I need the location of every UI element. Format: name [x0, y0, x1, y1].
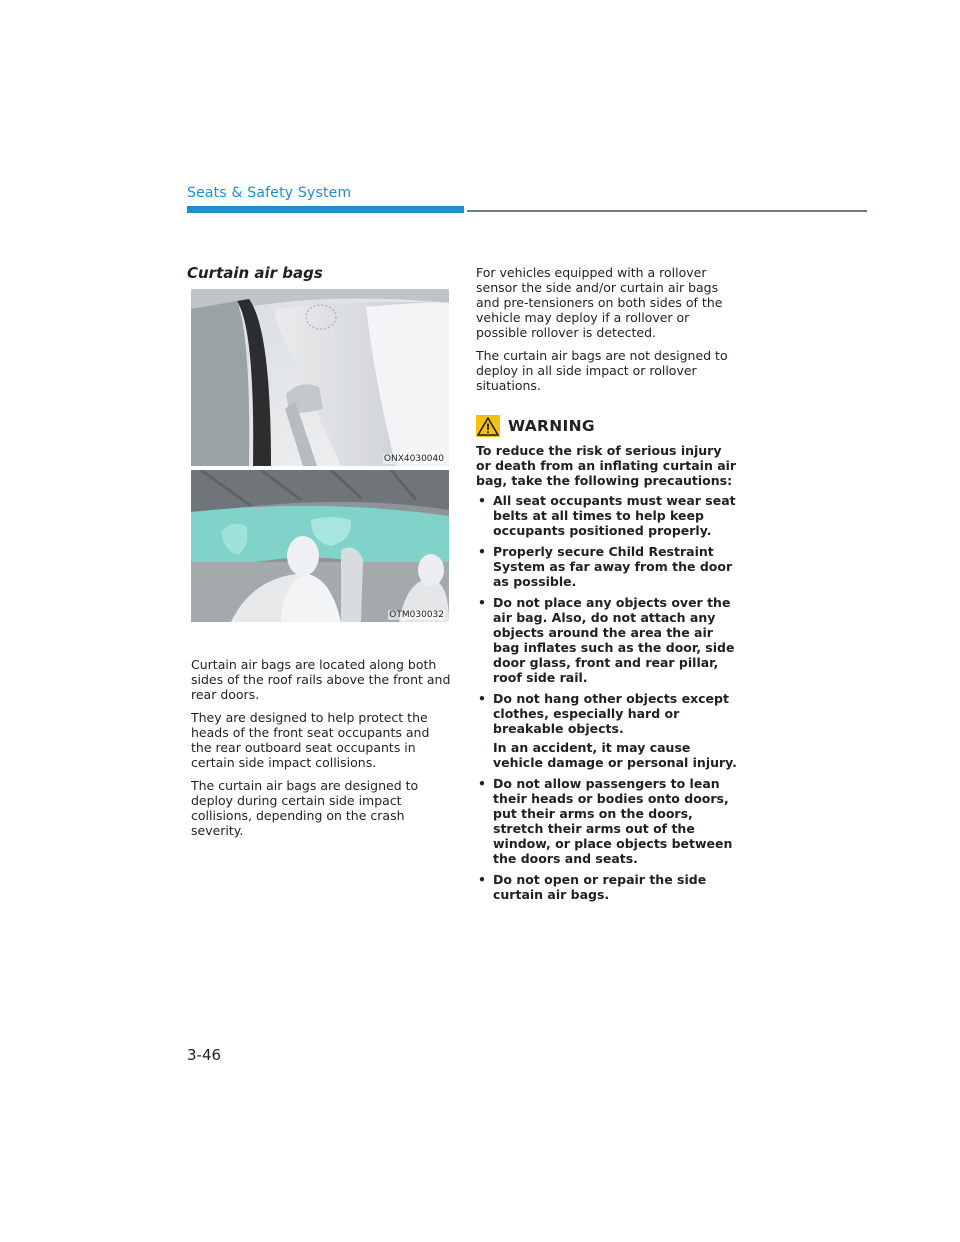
body-paragraph: The curtain air bags are not designed to deploy in all side impact or rollover situations. [476, 348, 728, 393]
bullet-icon: • [478, 691, 486, 706]
warning-block [476, 415, 738, 902]
header-section-title: Seats & Safety System [187, 185, 352, 201]
list-item-text: Do not hang other objects except clothes, especially hard or breakable objects. [493, 691, 729, 736]
bullet-icon: • [478, 872, 486, 887]
list-item [476, 493, 738, 538]
list-item [476, 691, 738, 770]
list-item-note: In an accident, it may cause vehicle damage or personal injury. [493, 740, 737, 770]
page-number: 3-46 [187, 1046, 222, 1064]
figure-code: OTM030032 [389, 610, 444, 620]
figure-code: ONX4030040 [383, 454, 444, 464]
list-item-text: Properly secure Child Restraint System as far away from the door as possible. [493, 544, 733, 589]
warning-title: WARNING [508, 417, 595, 435]
list-item-text: Do not allow passengers to lean their heads or bodies onto doors, put their arms on the doors, stretch their arms out of the window, or place objects between the doors and seats. [493, 776, 733, 866]
list-item-text: Do not place any objects over the air bag. Also, do not attach any objects around the area the air bag inflates such as the door, side door glass, front and rear pillar, roof side rail. [493, 595, 735, 685]
section-title: Curtain air bags [187, 264, 323, 282]
list-item-text: Do not open or repair the side curtain air bags. [493, 872, 707, 902]
body-paragraph: They are designed to help protect the heads of the front seat occupants and the rear outboard seat occupants in certain side impact collisions. [191, 710, 430, 770]
warning-header [476, 415, 738, 437]
bullet-icon: • [478, 595, 486, 610]
right-column [476, 265, 738, 908]
warning-list [476, 493, 738, 902]
bullet-icon: • [478, 493, 486, 508]
header-rule-accent [187, 206, 464, 213]
header-rule [467, 210, 867, 212]
curtain-airbag-deployment-illustration-icon [191, 470, 449, 622]
list-item [476, 595, 738, 685]
bullet-icon: • [478, 544, 486, 559]
body-paragraph: The curtain air bags are designed to deploy during certain side impact collisions, depending on the crash severity. [191, 778, 419, 838]
bullet-icon: • [478, 776, 486, 791]
body-paragraph: Curtain air bags are located along both sides of the roof rails above the front and rear doors. [191, 657, 451, 702]
warning-intro: To reduce the risk of serious injury or death from an inflating curtain air bag, take the following precautions: [476, 443, 737, 488]
figure-pillar-airbag [191, 289, 449, 466]
body-paragraph: For vehicles equipped with a rollover sensor the side and/or curtain air bags and pre-tensioners on both sides of the vehicle may deploy if a rollover or possible rollover is detected. [476, 265, 723, 340]
list-item [476, 872, 738, 902]
list-item [476, 544, 738, 589]
list-item [476, 776, 738, 866]
warning-triangle-icon [476, 415, 500, 437]
list-item-text: All seat occupants must wear seat belts at all times to help keep occupants positioned properly. [493, 493, 736, 538]
pillar-airbag-photo-icon [191, 289, 449, 466]
figure-curtain-airbag-deployment [191, 470, 449, 622]
left-column [191, 657, 453, 846]
